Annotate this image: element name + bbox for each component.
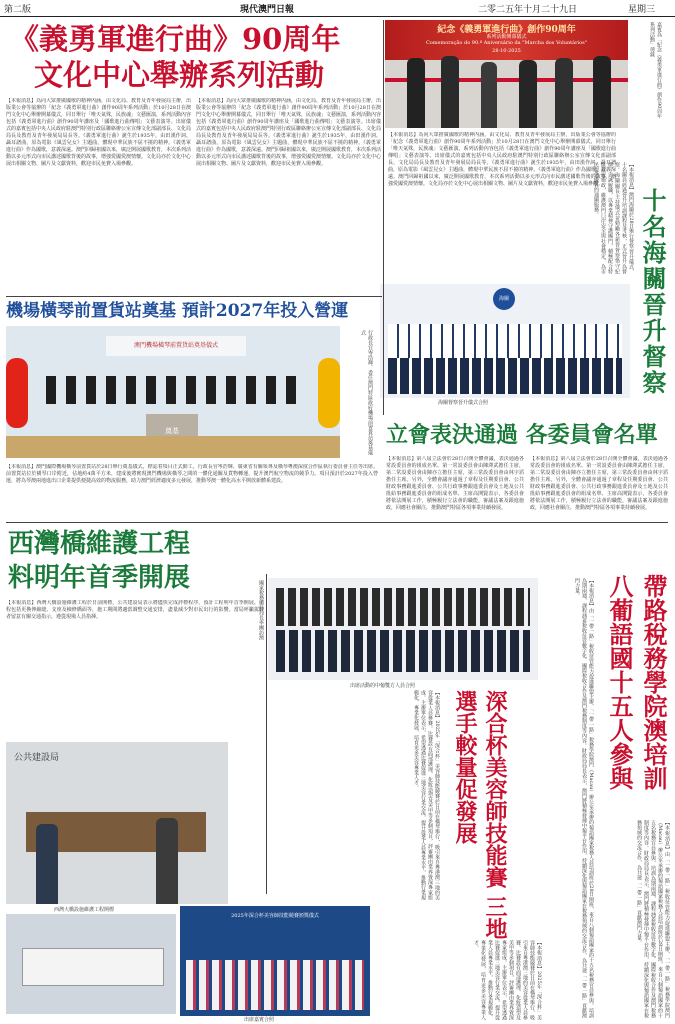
- banner-date: 28·10·2025: [492, 48, 521, 54]
- delegation-photo: [268, 578, 538, 680]
- award-banner: 2025年深合杯美容師技能競賽頒獎儀式: [231, 913, 319, 919]
- story1-headline-line1: 《義勇軍進行曲》90周年: [10, 22, 341, 56]
- page-number: 第二版: [4, 5, 32, 15]
- guest-figure: [519, 60, 537, 128]
- story6-photo-caption: 出席活動的中葡雙方人員合照: [350, 683, 416, 689]
- tender-opening-photo: [6, 742, 228, 904]
- delegation-back-row: [276, 588, 530, 626]
- story1-headline-line2: 文化中心舉辦系列活動: [34, 58, 325, 92]
- story4-body-col2: 【本報消息】第八屆立法會於28日召開全體會議，表決通過各常設委員會的組成名單。第一常設委員會由陳澤武擔任主席，第二常設委員會由陳亦立擔任主席，第三常設委員會由林宇滔擔任主席。另外，全體會議亦通過了章程及任期委員會、公共財政事務跟進委員會、公共行政事務跟進委員會及土地及公共批給事務跟進委員會的組成名單。主席高開賢表示，各委員會將依法開展工作，積極履行立法會的職能，審議法案及跟進施政，回應社會關注，推動澳門特區各項事業持續發展。: [530, 456, 668, 511]
- photo-backdrop-banner: [385, 20, 628, 60]
- staff-figure: [36, 824, 58, 904]
- customs-emblem-icon: 海關: [493, 288, 515, 310]
- story3-body: 【本報消息】澳門海關於28日舉行督察晉升儀式，十名關員經過晉升培訓課程及考核，正式晉升為督察。海關關長主持儀式並勉勵各新晉督察恪守紀律，忠誠履職，以專業精神守護國門，積極配合特區政府施政，維護澳門口岸安全與社會穩定，為市民提供優質的通關服務。: [593, 162, 634, 274]
- story5-headline-line1: 西灣橋維護工程: [8, 529, 191, 559]
- banner-title: 紀念《義勇軍進行曲》創作90周年: [437, 25, 576, 35]
- story2-body: 【本報消息】澳門國際機場橫琴前置貨站於28日舉行奠基儀式，標誌着項目正式動工。行政長官岑浩輝、廣東省有關領導及橫琴粵澳深度合作區執行委員會主任等出席。前置貨站位於橫琴口岸附近，佔地約4萬平方米，建成後將實現澳門機場與橫琴之間的一體化通關及貨物轉運，提升澳門航空物流的競爭力。項目預計於2027年投入營運，將為琴澳兩地進出口企業提供便捷高效的物流服務，助力澳門經濟適度多元發展，推動琴澳一體化高水平開放新體系建設。: [6, 464, 378, 484]
- story3-photo-caption: 海關督察晉升儀式合照: [438, 400, 489, 406]
- story1-photo-caption: 嘉賓為「紀念《義勇軍進行曲》創作90周年系列活動」剪綵: [649, 22, 662, 119]
- section-divider: [6, 522, 668, 523]
- story1-body-col2: 【本報消息】為向大眾推廣國歌的精神內涵，由文化局、教育及青年發展局主辦，出版業公會等協辦的「紀念《義勇軍進行曲》創作90周年系列活動」於10月28日在澳門文化中心舉辦開幕儀式，同日舉行「唯天氣殊，民族魂」文藝匯演，系列活動內容包括《義勇軍進行曲》創作90周年講座及「國歌進行曲傳唱」文藝表演等。出席儀式的嘉賓包括中央人民政府駐澳門特別行政區聯絡辦公室宣傳文化部副部長、文化局局長及教育及青年發展局局長等。《義勇軍進行曲》誕生於1935年，由田漢作詞、聶耳譜曲，原為電影《風雲兒女》主題曲，體現中華民族不屈不撓的精神。《義勇軍進行曲》作為國歌，意義深遠。澳門回歸祖國以來，廣泛開展國歌教育，本次系列活動以多元形式向市民講述國歌背後的故事，增強愛國愛澳情懷。文化局亦於文化中心展出相關文物、圖片及文獻資料，歡迎市民免費入場參觀。: [196, 98, 381, 167]
- story5-headline-line2: 料明年首季開展: [8, 563, 191, 593]
- weekday: 星期三: [628, 5, 656, 15]
- guest-figure: [441, 56, 459, 128]
- banner-subtitle: 系列活動開幕儀式: [486, 34, 527, 40]
- story5-body: 【本報消息】西灣大橋設施維護工程於日前開標，公共建設局表示將儘快完成評標程序，預計工程明年首季開展。工程包括更換伸縮縫、支座及檢修橋面等，施工期間將適當調整交通安排，盡量減少對市民出行的影響。當局呼籲駕駛者留意有關交通指示，遵從現場人員指揮。: [6, 600, 264, 620]
- story7-body-a: 【本報消息】2025年「深合杯」美容師技能競賽於日前在橫琴舉行，吸引來自粵港澳三地的美容從業人員參賽。比賽設有面部護理、化妝造型及美甲等多個項目，評審團由業界資深專家組成。主辦單位表示，希望透過比賽促進三地美容行業交流，提升從業人員專業水平，推動行業規範化、專業化發展，培育更多美容專業人才。: [413, 690, 440, 900]
- story2-photo-caption: 行政長官岑浩輝、委任澳門特區政府機場前置貨站奠基儀式: [360, 330, 373, 455]
- story6-body-b: 【本報消息】由「一帶一路」稅收征管能力促進聯盟主辦、「一帶一路」稅務學院澳門（Macau）辦公室承辦的葡語國家稅務人員培訓班於28日開班，來自八個葡語國家的十五名稅務官員參與。培訓為期兩週，課程涵蓋稅收征管數字化、國際稅收合作及澳門稅務制度等內容。財政局局長表示，澳門將積極發揮中葡平台作用，持續深化與葡語國家在稅務領域的交流合作，為共建「一帶一路」貢獻澳門力量。: [636, 820, 670, 1018]
- sand-ground: [6, 436, 340, 458]
- story6-vertical-caption: 國家稅務總局局長率團訪澳: [258, 580, 264, 640]
- opening-ceremony-photo: [385, 20, 628, 128]
- contestants-row: [186, 960, 364, 1010]
- guest-figure: [481, 62, 497, 128]
- lion-dance-left: [6, 358, 28, 428]
- column-divider: [383, 20, 384, 415]
- section-divider: [6, 296, 382, 297]
- story4-body-col1: 【本報消息】第八屆立法會於28日召開全體會議，表決通過各常設委員會的組成名單。第一常設委員會由陳澤武擔任主席，第二常設委員會由陳亦立擔任主席，第三常設委員會由林宇滔擔任主席。另外，全體會議亦通過了章程及任期委員會、公共財政事務跟進委員會、公共行政事務跟進委員會及土地及公共批給事務跟進委員會的組成名單。主席高開賢表示，各委員會將依法開展工作，積極履行立法會的職能，審議法案及跟進施政，回應社會關注，推動澳門特區各項事業持續發展。: [386, 456, 524, 511]
- foundation-stone: 奠基: [146, 414, 198, 448]
- story7-headline: 深合杯美容師技能賽 三地選手較量促發展: [452, 690, 508, 940]
- award-ceremony-photo: [180, 906, 370, 1016]
- story6-body-a: 【本報消息】由「一帶一路」稅收征管能力促進聯盟主辦、「一帶一路」稅務學院澳門（Macau）辦公室承辦的葡語國家稅務人員培訓班於28日開班，來自八個葡語國家的十五名稅務官員參與。培訓為期兩週，課程涵蓋稅收征管數字化、國際稅收合作及澳門稅務制度等內容。財政局局長表示，澳門將積極發揮中葡平台作用，持續深化與葡語國家在稅務領域的交流合作，為共建「一帶一路」貢獻澳門力量。: [574, 578, 594, 1018]
- stage-sign: 澳門機場橫琴前置貨站奠基儀式: [106, 336, 246, 356]
- story6-headline: 帶路稅務學院澳培訓 八葡語國十五人參與: [605, 574, 668, 790]
- guest-figure: [407, 58, 425, 128]
- guest-figure: [593, 56, 611, 128]
- story5-photo-caption: 西灣大橋設施維護工程開標: [54, 907, 115, 913]
- masthead: [0, 0, 675, 17]
- tender-detail-photo: [6, 914, 176, 1014]
- department-sign: 公共建設局: [14, 753, 60, 763]
- story3-headline: 十名海關晉升督察: [638, 188, 667, 396]
- story1-body-right: 【本報消息】為向大眾推廣國歌的精神內涵，由文化局、教育及青年發展局主辦，出版業公會等協辦的「紀念《義勇軍進行曲》創作90周年系列活動」於10月28日在澳門文化中心舉辦開幕儀式，同日舉行「唯天氣殊，民族魂」文藝匯演，系列活動內容包括《義勇軍進行曲》創作90周年講座及「國歌進行曲傳唱」文藝表演等。出席儀式的嘉賓包括中央人民政府駐澳門特別行政區聯絡辦公室宣傳文化部副部長、文化局局長及教育及青年發展局局長等。《義勇軍進行曲》誕生於1935年，由田漢作詞、聶耳譜曲，原為電影《風雲兒女》主題曲，體現中華民族不屈不撓的精神。《義勇軍進行曲》作為國歌，意義深遠。澳門回歸祖國以來，廣泛開展國歌教育，本次系列活動以多元形式向市民講述國歌背後的故事，增強愛國愛澳情懷。文化局亦於文化中心展出相關文物、圖片及文獻資料，歡迎市民免費入場參觀。: [388, 132, 616, 187]
- story7-body-b: 【本報消息】2025年「深合杯」美容師技能競賽於日前在橫琴舉行，吸引來自粵港澳三地的美容從業人員參賽。比賽設有面部護理、化妝造型及美甲等多個項目，評審團由業界資深專家組成。主辦單位表示，希望透過比賽促進三地美容行業交流，提升從業人員專業水平，推動行業規範化、專業化發展，培育更多美容專業人才。: [473, 940, 542, 1020]
- documents-on-table: [22, 948, 164, 986]
- story2-headline: 機場橫琴前置貨站奠基 預計2027年投入營運: [6, 301, 349, 321]
- story1-body-col1: 【本報消息】為向大眾推廣國歌的精神內涵，由文化局、教育及青年發展局主辦，出版業公會等協辦的「紀念《義勇軍進行曲》創作90周年系列活動」於10月28日在澳門文化中心舉辦開幕儀式，同日舉行「唯天氣殊，民族魂」文藝匯演，系列活動內容包括《義勇軍進行曲》創作90周年講座及「國歌進行曲傳唱」文藝表演等。出席儀式的嘉賓包括中央人民政府駐澳門特別行政區聯絡辦公室宣傳文化部副部長、文化局局長及教育及青年發展局局長等。《義勇軍進行曲》誕生於1935年，由田漢作詞、聶耳譜曲，原為電影《風雲兒女》主題曲，體現中華民族不屈不撓的精神。《義勇軍進行曲》作為國歌，意義深遠。澳門回歸祖國以來，廣泛開展國歌教育，本次系列活動以多元形式向市民講述國歌背後的故事，增強愛國愛澳情懷。文化局亦於文化中心展出相關文物、圖片及文獻資料，歡迎市民免費入場參觀。: [6, 98, 191, 167]
- staff-figure: [156, 818, 178, 904]
- column-divider: [266, 574, 267, 894]
- guests-row: [46, 376, 306, 404]
- guest-figure: [555, 58, 573, 128]
- issue-date: 二零二五年十月二十九日: [478, 5, 578, 15]
- story4-headline: 立會表決通過 各委員會名單: [386, 422, 658, 448]
- officers-back-row: [388, 324, 622, 358]
- banner-latin: Comemoração do 90.º Aniversário da "Marcha dos Voluntários": [425, 40, 588, 46]
- delegation-front-row: [276, 630, 530, 672]
- groundbreaking-photo: [6, 326, 340, 458]
- story7-photo-caption: 出席嘉賓合照: [244, 1017, 275, 1023]
- paper-name: 現代澳門日報: [240, 5, 295, 15]
- officers-front-row: [388, 358, 622, 394]
- customs-group-photo: [380, 284, 630, 398]
- lion-dance-right: [318, 358, 340, 428]
